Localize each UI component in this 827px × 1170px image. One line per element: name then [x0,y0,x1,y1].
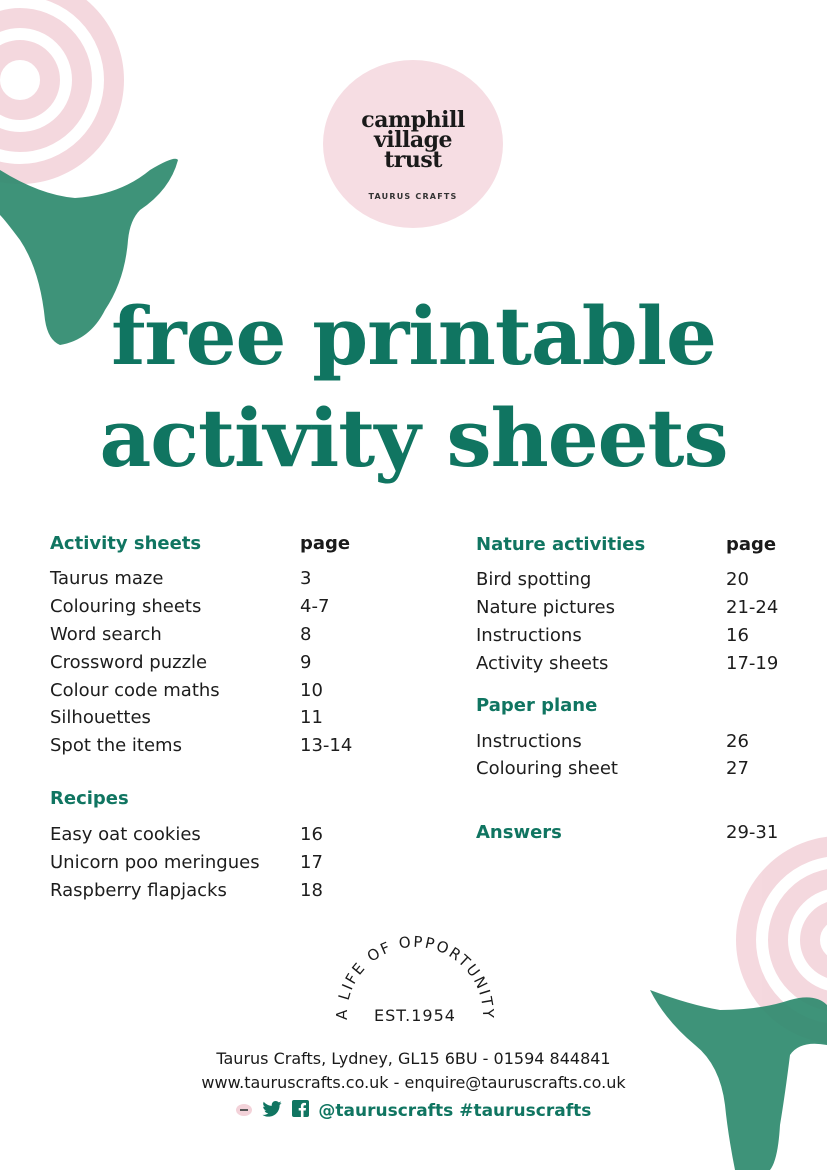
activity-sheets-header [50,529,370,557]
item-label: Instructions [476,624,582,646]
page-column-header: page [726,533,777,555]
twitter-icon[interactable] [262,1101,282,1122]
section-title: Recipes [50,788,129,810]
item-page: 21-24 [726,597,779,619]
item-label: Unicorn poo meringues [50,851,260,873]
item-label: Nature pictures [476,597,616,619]
list-item [476,755,786,783]
logo-line-2: village [374,127,452,153]
item-label: Raspberry flapjacks [50,879,227,901]
item-label: Word search [50,623,162,645]
item-label: Colouring sheets [50,596,202,618]
list-item [476,727,786,755]
logo-subtitle: TAURUS CRAFTS [368,192,458,201]
answers-row [476,819,786,847]
item-page: 10 [300,679,323,701]
list-item [50,876,370,904]
list-item [50,648,370,676]
logo-line-1: camphill [361,107,465,133]
page-column-header: page [300,532,351,554]
list-item [50,704,370,732]
item-label: Easy oat cookies [50,823,201,845]
item-label: Colouring sheet [476,758,618,780]
list-item [50,821,370,849]
social-handles: @tauruscrafts #tauruscrafts [318,1101,592,1121]
list-item [50,848,370,876]
activity-sheets-list [50,565,370,760]
item-label: Taurus maze [50,568,164,590]
nature-activities-list [476,566,786,677]
list-item [50,565,370,593]
recipes-header [50,785,370,813]
item-page: 20 [726,569,749,591]
list-item [50,732,370,760]
section-title: Answers [476,822,562,844]
item-label: Activity sheets [476,652,609,674]
title-line-2: activity sheets [99,391,728,485]
stamp-arc-text: A LIFE OF OPPORTUNITY [332,932,498,1021]
item-page: 16 [300,823,323,845]
list-item [50,621,370,649]
logo-line-3: trust [384,147,442,173]
paper-plane-list [476,727,786,783]
item-page: 3 [300,568,312,590]
list-item [476,594,786,622]
facebook-icon[interactable] [292,1100,309,1122]
right-column [476,530,786,847]
logo-badge [323,60,503,228]
list-item [476,649,786,677]
stamp-established: EST.1954 [374,1006,456,1025]
list-item [50,593,370,621]
item-page: 29-31 [726,822,779,844]
item-page: 9 [300,651,312,673]
item-page: 4-7 [300,596,330,618]
social-row [0,1100,827,1122]
list-item [476,566,786,594]
item-page: 26 [726,730,749,752]
title-line-1: free printable [111,289,716,383]
item-page: 11 [300,707,323,729]
item-label: Crossword puzzle [50,651,208,673]
logo-wordmark [323,107,503,173]
section-title: Nature activities [476,533,646,555]
item-page: 18 [300,879,323,901]
item-page: 13-14 [300,735,353,757]
item-label: Silhouettes [50,707,151,729]
page-title [0,285,827,489]
paper-plane-header [476,691,786,719]
list-item [50,676,370,704]
item-label: Spot the items [50,735,182,757]
item-label: Instructions [476,730,582,752]
logo-badge-icon [236,1101,252,1121]
item-label: Colour code maths [50,679,220,701]
recipes-list [50,821,370,904]
item-page: 17 [300,851,323,873]
nature-activities-header [476,530,786,558]
footer-web: www.tauruscrafts.co.uk - enquire@tauruscrafts.co.uk [201,1073,626,1092]
opportunity-stamp [325,925,505,1035]
section-title: Activity sheets [50,532,202,554]
item-label: Bird spotting [476,569,592,591]
item-page: 8 [300,623,312,645]
section-title: Paper plane [476,694,598,716]
item-page: 16 [726,624,749,646]
left-column [50,529,370,904]
item-page: 17-19 [726,652,779,674]
list-item [476,622,786,650]
footer-address: Taurus Crafts, Lydney, GL15 6BU - 01594 844841 [216,1049,611,1068]
item-page: 27 [726,758,749,780]
